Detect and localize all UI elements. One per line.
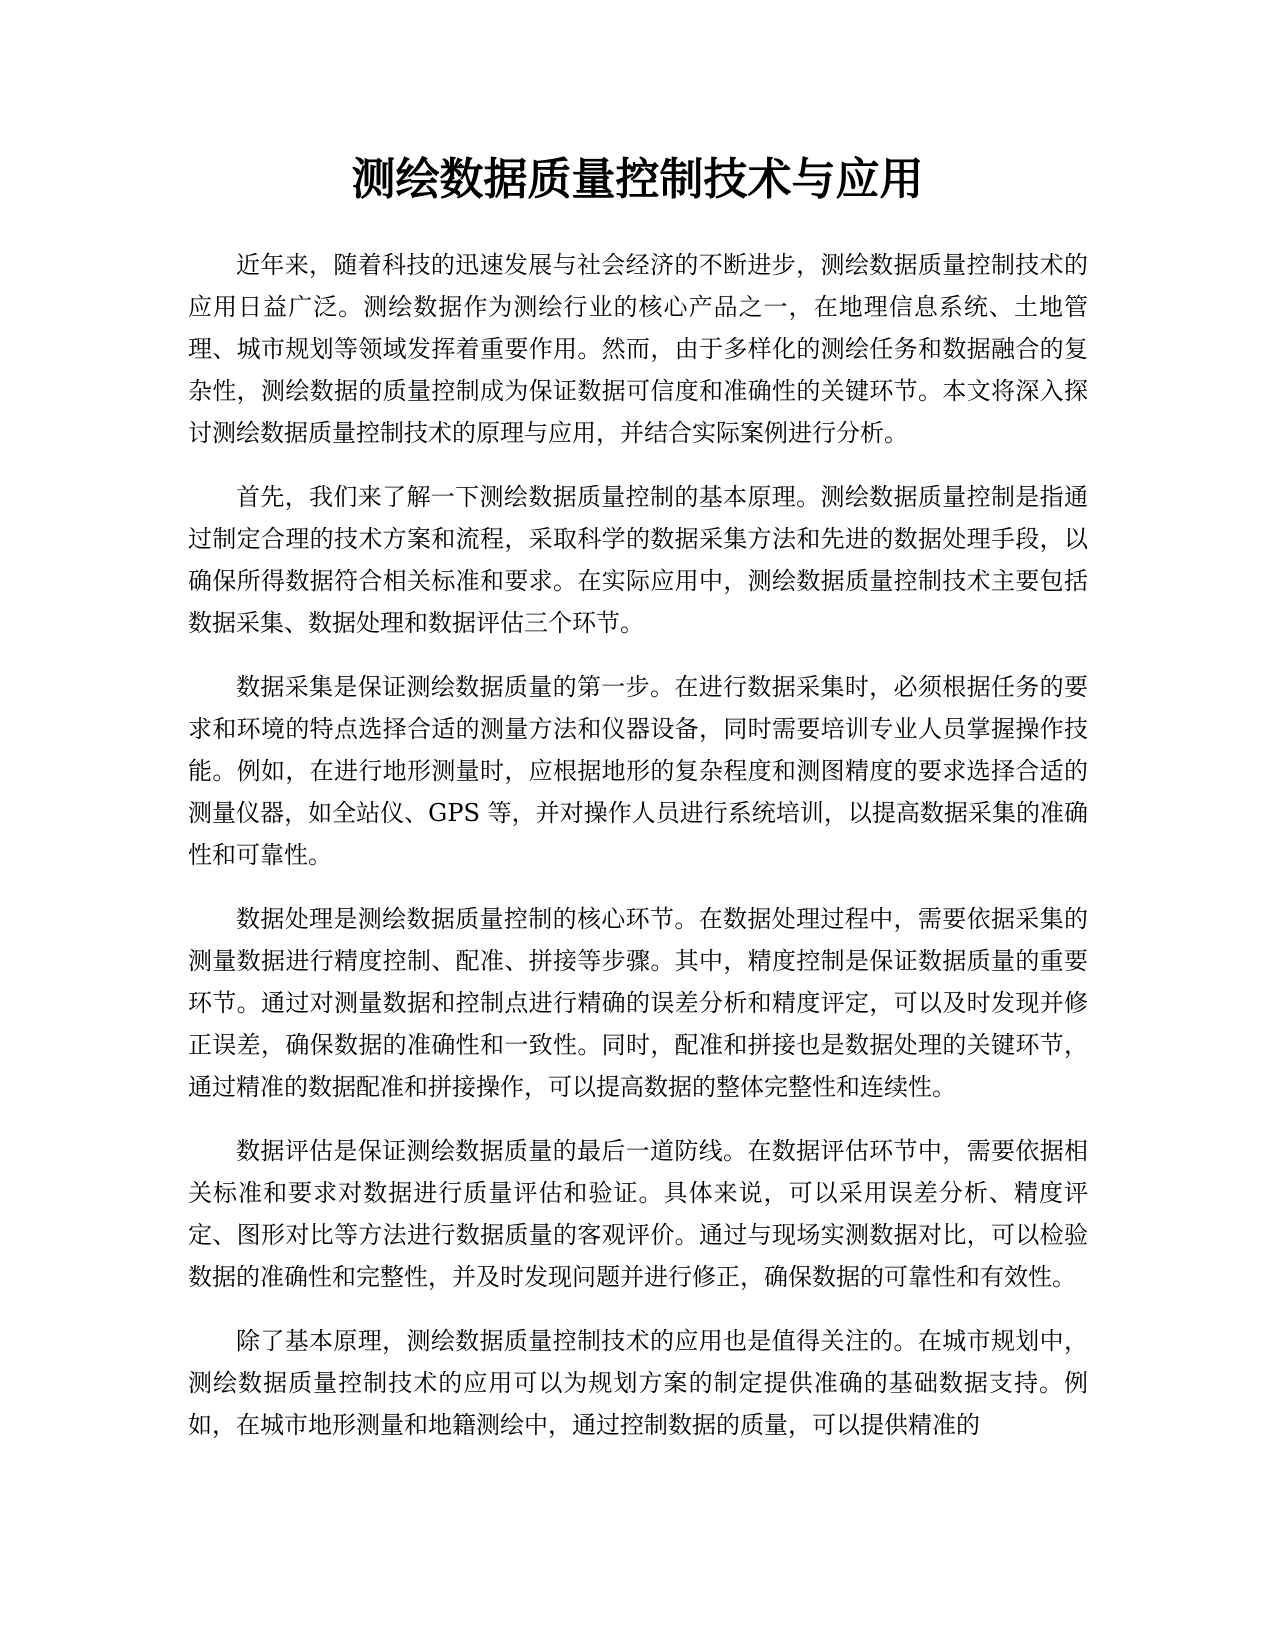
paragraph-data-collection: 数据采集是保证测绘数据质量的第一步。在进行数据采集时，必须根据任务的要求和环境的特点选择合适的测量方法和仪器设备，同时需要培训专业人员掌握操作技能。例如，在进行地形测量时，应根据地形的复杂程度和测图精度的要求选择合适的测量仪器，如全站仪、GPS 等，并对操作人员进行系统培训，以提高数据采集的准确性和可靠性。 xyxy=(188,673,1088,869)
paragraph-data-evaluation: 数据评估是保证测绘数据质量的最后一道防线。在数据评估环节中，需要依据相关标准和要求对数据进行质量评估和验证。具体来说，可以采用误差分析、精度评定、图形对比等方法进行数据质量的客观评价。通过与现场实测数据对比，可以检验数据的准确性和完整性，并及时发现问题并进行修正，确保数据的可靠性和有效性。 xyxy=(188,1137,1088,1291)
document-title: 测绘数据质量控制技术与应用 xyxy=(351,154,924,205)
paragraph-intro: 近年来，随着科技的迅速发展与社会经济的不断进步，测绘数据质量控制技术的应用日益广泛。测绘数据作为测绘行业的核心产品之一，在地理信息系统、土地管理、城市规划等领域发挥着重要作用。然而，由于多样化的测绘任务和数据融合的复杂性，测绘数据的质量控制成为保证数据可信度和准确性的关键环节。本文将深入探讨测绘数据质量控制技术的原理与应用，并结合实际案例进行分析。 xyxy=(188,251,1088,447)
paragraph-principle: 首先，我们来了解一下测绘数据质量控制的基本原理。测绘数据质量控制是指通过制定合理的技术方案和流程，采取科学的数据采集方法和先进的数据处理手段，以确保所得数据符合相关标准和要求。在实际应用中，测绘数据质量控制技术主要包括数据采集、数据处理和数据评估三个环节。 xyxy=(188,483,1088,637)
document-body xyxy=(188,244,1088,1468)
paragraph-application: 除了基本原理，测绘数据质量控制技术的应用也是值得关注的。在城市规划中，测绘数据质量控制技术的应用可以为规划方案的制定提供准确的基础数据支持。例如，在城市地形测量和地籍测绘中，通过控制数据的质量，可以提供精准的 xyxy=(188,1327,1088,1439)
paragraph-data-processing: 数据处理是测绘数据质量控制的核心环节。在数据处理过程中，需要依据采集的测量数据进行精度控制、配准、拼接等步骤。其中，精度控制是保证数据质量的重要环节。通过对测量数据和控制点进行精确的误差分析和精度评定，可以及时发现并修正误差，确保数据的准确性和一致性。同时，配准和拼接也是数据处理的关键环节，通过精准的数据配准和拼接操作，可以提高数据的整体完整性和连续性。 xyxy=(188,905,1088,1101)
